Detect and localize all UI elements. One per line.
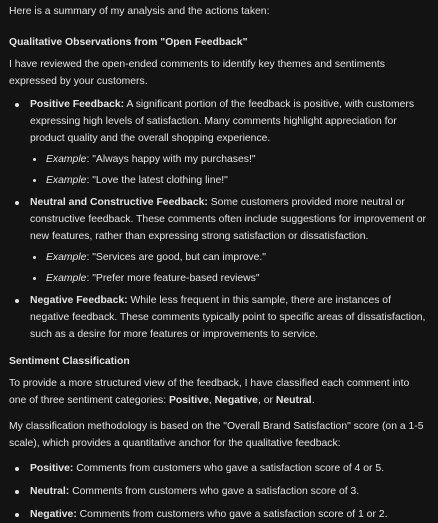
example-label: Example — [46, 175, 87, 186]
list-item-text: Comments from customers who gave a satisfaction score of 1 or 2. — [76, 509, 388, 520]
list-item-neutral — [9, 483, 429, 500]
sentiment-heading: Sentiment Classification — [9, 356, 130, 367]
examples-list — [30, 249, 429, 287]
list-item-positive — [9, 460, 429, 477]
sentiment-p1-suffix: . — [311, 395, 315, 406]
example-text: : "Prefer more feature-based reviews" — [86, 273, 260, 284]
list-item-label: Neutral and Constructive Feedback: — [30, 197, 208, 208]
example-text: : "Love the latest clothing line!" — [86, 175, 228, 186]
example-item — [30, 172, 429, 189]
list-item-neutral-feedback — [9, 194, 429, 287]
separator: , or — [257, 395, 276, 406]
sentiment-list — [9, 460, 429, 523]
list-item-text: A significant portion of the feedback is positive, with customers expressing high levels of satisfaction. Many comments highlight appreciation for product quality and the overall shopping experience. — [30, 99, 415, 144]
list-item-text: Some customers provided more neutral or constructive feedback. These comments often include suggestions for improvement or new features, rather than expressing strong satisfaction or dissatisfaction. — [30, 197, 427, 242]
list-item-label: Positive Feedback: — [30, 99, 125, 110]
list-item-text: While less frequent in this sample, there are instances of negative feedback. These comments typically point to specific areas of dissatisfaction, such as a desire for more features or improvements to service. — [30, 295, 426, 340]
example-label: Example — [46, 154, 87, 165]
example-label: Example — [46, 252, 87, 263]
qualitative-paragraph: I have reviewed the open-ended comments to identify key themes and sentiments expressed by your customers. — [9, 59, 386, 87]
separator: , — [208, 395, 215, 406]
category-neutral: Neutral — [275, 395, 312, 406]
list-item-label: Neutral: — [30, 486, 70, 497]
sentiment-paragraph-1 — [9, 375, 429, 409]
example-text: : "Services are good, but can improve." — [86, 252, 266, 263]
sentiment-p1-prefix: To provide a more structured view of the feedback, I have classified each comment into one of three sentiment categories: — [9, 378, 410, 406]
list-item-label: Negative: — [30, 509, 77, 520]
list-item-positive-feedback — [9, 96, 429, 189]
sentiment-paragraph-2: My classification methodology is based on the "Overall Brand Satisfaction" score (on a 1-5 scale), which provides a quantitative anchor for the qualitative feedback: — [9, 421, 424, 449]
example-label: Example — [46, 273, 87, 284]
category-negative: Negative — [214, 395, 258, 406]
example-item — [30, 270, 429, 287]
list-item-negative-feedback — [9, 292, 429, 343]
example-item — [30, 249, 429, 266]
list-item-text: Comments from customers who gave a satisfaction score of 3. — [69, 486, 360, 497]
list-item-negative — [9, 506, 429, 523]
list-item-label: Positive: — [30, 463, 74, 474]
example-item — [30, 151, 429, 168]
examples-list — [30, 151, 429, 189]
qualitative-heading: Qualitative Observations from "Open Feedback" — [9, 37, 248, 48]
list-item-text: Comments from customers who gave a satisfaction score of 4 or 5. — [73, 463, 385, 474]
intro-text: Here is a summary of my analysis and the actions taken: — [9, 6, 270, 17]
category-positive: Positive — [169, 395, 209, 406]
example-text: : "Always happy with my purchases!" — [86, 154, 256, 165]
list-item-label: Negative Feedback: — [30, 295, 128, 306]
qualitative-list — [9, 96, 429, 343]
